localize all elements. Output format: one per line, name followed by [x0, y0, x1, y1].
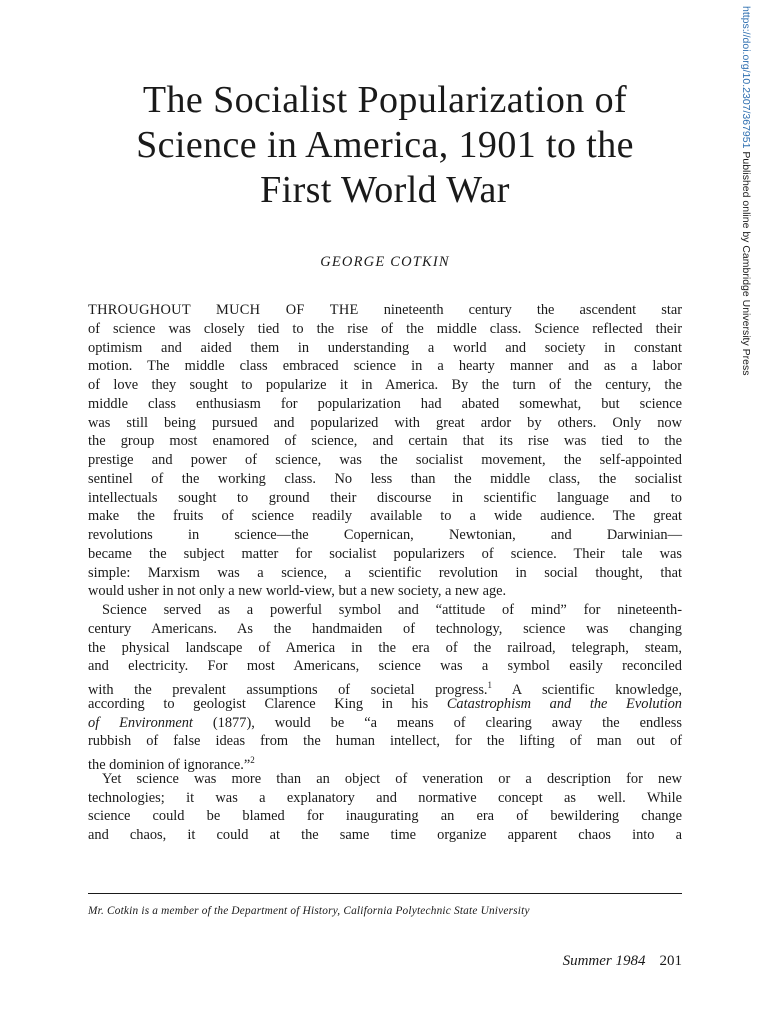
body-line: motion. The middle class embraced science in a hearty manner and as a labor — [88, 358, 682, 375]
body-line: the physical landscape of America in the era of the railroad, telegraph, steam, — [88, 639, 682, 656]
footnote-marker-2[interactable]: 2 — [250, 755, 255, 765]
body-line: and chaos, it could at the same time organize apparent chaos into a — [88, 827, 682, 843]
body-line: sentinel of the working class. No less than the middle class, the socialist — [88, 470, 682, 487]
body-line: the group most enamored of science, and certain that its rise was tied to the — [88, 433, 682, 450]
body-line: century Americans. As the handmaiden of technology, science was changing — [88, 620, 682, 637]
body-line: technologies; it was a explanatory and normative concept as well. While — [88, 789, 682, 806]
body-line: of love they sought to popularize it in America. By the turn of the century, the — [88, 377, 682, 393]
page-footer — [563, 953, 682, 970]
body-line: optimism and aided them in understanding a world and society in constant — [88, 339, 682, 356]
body-line: rubbish of false ideas from the human intellect, for the lifting of man out of — [88, 733, 682, 750]
body-line: was still being pursued and popularized with great ardor by others. Only now — [88, 414, 682, 431]
body-line: revolutions in science—the Copernican, Newtonian, and Darwinian— — [88, 527, 682, 543]
body-line: with the prevalent assumptions of societal progress.$^1$ A scientific knowledge, — [88, 680, 682, 698]
author-byline: GEORGE COTKIN — [320, 254, 450, 270]
body-line: THROUGHOUT MUCH OF THE nineteenth century the ascendent star — [88, 302, 682, 318]
body-line: became the subject matter for socialist popularizers of science. Their tale was — [88, 545, 682, 562]
body-line: make the fruits of science readily available to a wide audience. The great — [88, 508, 682, 525]
body-line: science could be blamed for inaugurating an era of bewildering change — [88, 808, 682, 825]
lead-caps: THROUGHOUT MUCH OF THE — [88, 302, 359, 318]
title-line-2: Science in America, 1901 to the — [136, 124, 634, 166]
article-title — [60, 78, 710, 213]
publisher-note: Published online by Cambridge University Press — [740, 148, 752, 376]
body-line: would usher in not only a new world-view, but a new society, a new age. — [88, 583, 507, 600]
body-line: and electricity. For most Americans, science was a symbol easily reconciled — [88, 658, 682, 675]
doi-link[interactable]: https://doi.org/10.2307/367951 — [740, 6, 752, 149]
title-line-3: First World War — [260, 169, 510, 211]
body-line: middle class enthusiasm for popularization had abated somewhat, but science — [88, 395, 682, 412]
footnote-divider — [88, 893, 682, 894]
book-title-italic: Catastrophism and the Evolution — [446, 695, 682, 712]
body-line: Science served as a powerful symbol and “attitude of mind” for nineteenth- — [102, 602, 682, 618]
body-line: simple: Marxism was a science, a scientific revolution in social thought, that — [88, 564, 682, 581]
body-line: of Environment (1877), would be “a means of clearing away the endless — [88, 714, 682, 731]
body-line: intellectuals sought to ground their discourse in scientific language and to — [88, 489, 682, 506]
footnote-marker-1[interactable]: 1 — [487, 680, 493, 690]
title-line-1: The Socialist Popularization of — [142, 79, 628, 121]
body-line: of science was closely tied to the rise of the middle class. Science reflected their — [88, 320, 682, 337]
body-line: Yet science was more than an object of veneration or a description for new — [102, 770, 682, 787]
issue-label: Summer 1984 — [562, 953, 646, 969]
body-line: prestige and power of science, was the socialist movement, the self-appointed — [88, 452, 682, 468]
body-line: the dominion of ignorance.”$^2$ — [88, 755, 255, 773]
article-body — [88, 301, 682, 845]
author-footnote: Mr. Cotkin is a member of the Department of History, California Polytechnic State University — [88, 905, 530, 917]
doi-side-note — [739, 6, 753, 375]
page-number: 201 — [659, 953, 682, 969]
body-line: according to geologist Clarence King in his Catastrophism and the Evolution — [88, 695, 682, 712]
